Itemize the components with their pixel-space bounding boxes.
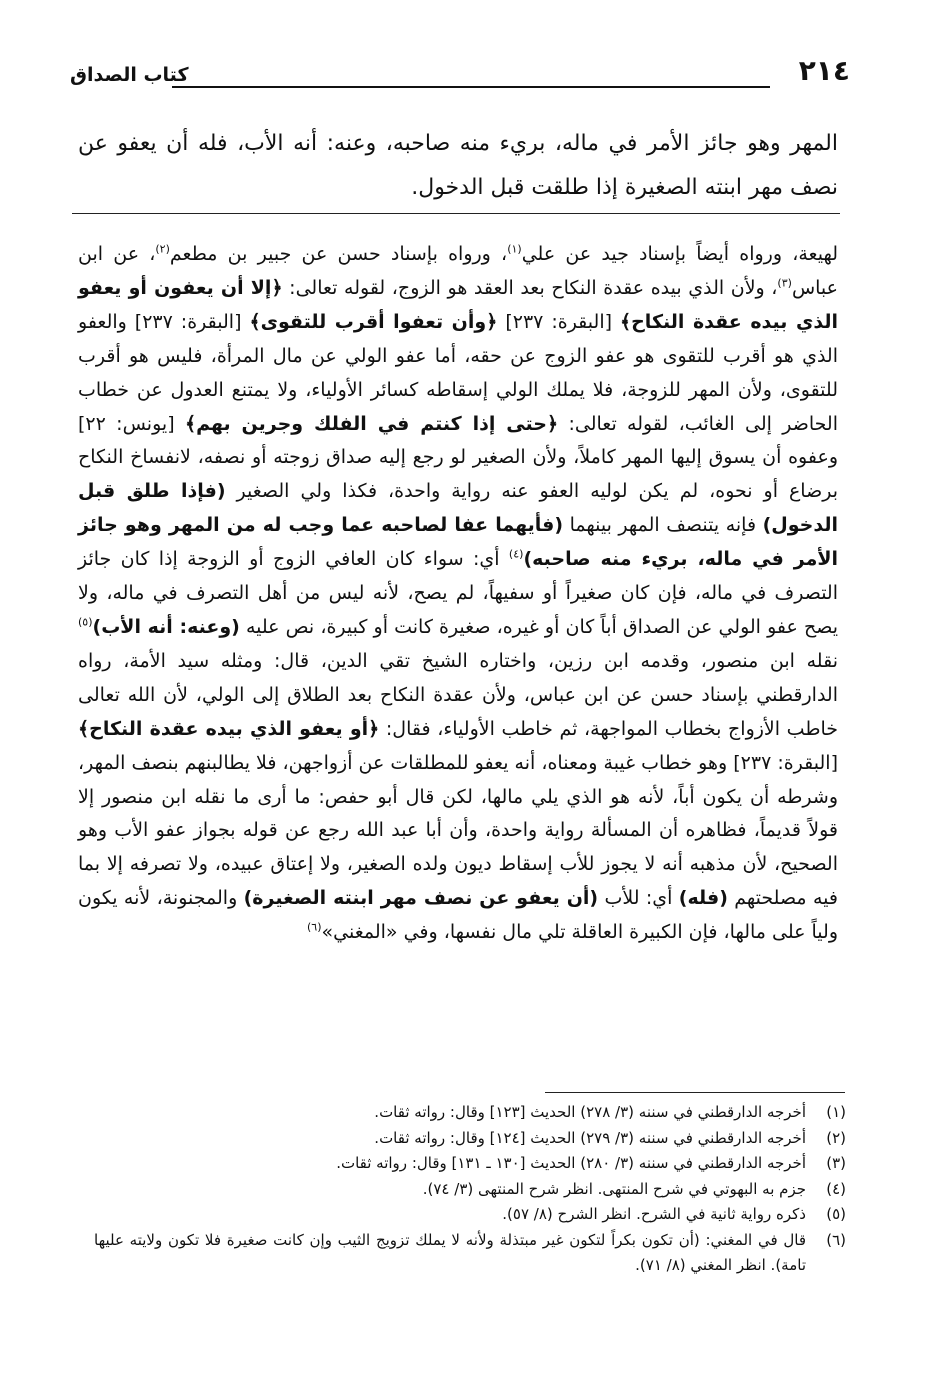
bold-quote: ﴿أو يعفو الذي بيده عقدة النكاح﴾	[78, 717, 380, 740]
matn-paragraph: المهر وهو جائز الأمر في ماله، بريء منه صاحبه، وعنه: أنه الأب، فله أن يعفو عن نصف مهر ابنته الصغيرة إذا طلقت قبل الدخول.	[78, 131, 838, 200]
header-rule	[172, 86, 770, 88]
sharh-run: [البقرة: ٢٣٧] والعفو الذي هو أقرب للتقوى هو عفو الزوج عن حقه، أما عفو الولي عن مال المرأة، فليس هو أقرب للتقوى، ولأن المهر للزوجة، فلا يملك الولي إسقاطه كسائر الأولياء، ولا يمتنع العدول عن خطاب الحاضر إلى الغائب، لقوله تعالى:	[78, 310, 838, 435]
footnote	[94, 1202, 846, 1228]
footnote-text: أخرجه الدارقطني في سننه (٣/ ٢٨٠) الحديث [١٣٠ ـ ١٣١] وقال: رواته ثقات.	[336, 1154, 806, 1172]
footnote-text: أخرجه الدارقطني في سننه (٣/ ٢٧٩) الحديث [١٢٤] وقال: رواته ثقات.	[374, 1128, 806, 1147]
footnote-ref: (٤)	[508, 547, 524, 561]
sharh-run: أي: للأب	[598, 887, 679, 910]
sharh-run: ، ولأن الذي بيده عقدة النكاح بعد العقد هو الزوج، لقوله تعالى:	[282, 276, 778, 299]
matn-divider	[72, 213, 840, 214]
sharh-run: ، عن ابن عباس	[78, 243, 838, 299]
sharh-run: فإنه يتنصف المهر بينهما	[563, 514, 763, 537]
footnote-ref: (٥)	[78, 615, 93, 629]
footnote-text: قال في المغني: (أن تكون بكراً لتكون غير مبتذلة ولأنه لا يملك تزويج الثيب وإن كانت صغيرة فلا تكون ولايته عليها تامة). انظر المغني (٨/ ٧١).	[94, 1230, 806, 1274]
footnote	[94, 1177, 846, 1203]
footnote-text: أخرجه الدارقطني في سننه (٣/ ٢٧٨) الحديث [١٢٣] وقال: رواته ثقات.	[374, 1103, 806, 1121]
footnote	[94, 1126, 846, 1152]
footnote-text: جزم به البهوتي في شرح المنتهى. انظر شرح المنتهى (٣/ ٧٤).	[422, 1179, 806, 1198]
sharh-run: [يونس: ٢٢] وعفوه أن يسوق إليها المهر كاملاً، ولأن الصغير لو رجع إليه صداق زوجته أو نصفه، لانفساخ النكاح برضاع أو نحوه، لم يكن لوليه العفو عنه رواية واحدة، فكذا ولي الصغير	[78, 412, 838, 503]
running-header	[70, 54, 850, 96]
footnote	[94, 1100, 846, 1126]
sharh-run: [البقرة: ٢٣٧] وهو خطاب غيبة ومعناه، أنه يعفو للمطلقات عن أزواجهن، فلا يطالبنهم بنصف المهر، وشرطه أن يكون أباً، لأنه هو الذي يلي مالها، لكن قال أبو حفص: ما أرى ما نقله ابن منصور إلا قولاً قديماً، فظاهره أن المسألة رواية واحدة، وأن أبا عبد الله رجع عن قوله بجواز عفو الأب وهو الصحيح، لأن مذهبه أنه لا يجوز للأب إسقاط ديون ولده الصغير، ولا إعتاق عبيده، ولا تصرفه إلا بما فيه مصلحتهم	[77, 751, 838, 910]
bold-quote: ﴿إلا أن يعفون أو يعفو الذي بيده عقدة النكاح﴾	[78, 276, 838, 333]
sharh-paragraph	[78, 238, 838, 950]
footnote-ref: (٢)	[155, 242, 170, 256]
footnote-number: (٦)	[826, 1230, 846, 1249]
sharh-run: [البقرة: ٢٣٧]	[497, 310, 620, 333]
footnote-divider	[545, 1092, 845, 1093]
footnote-text: ذكره رواية ثانية في الشرح. انظر الشرح (٨/ ٥٧).	[502, 1205, 806, 1223]
bold-quote: (فأيهما عفا لصاحبه عما وجب له من المهر وهو جائز الأمر في ماله، بريء منه صاحبه)	[78, 514, 838, 571]
bold-quote: (أن يعفو عن نصف مهر ابنته الصغيرة)	[243, 887, 599, 910]
footnote	[94, 1151, 846, 1177]
bold-quote: ﴿حتى إذا كنتم في الفلك وجرين بهم﴾	[184, 412, 559, 435]
footnote	[94, 1228, 846, 1279]
sharh-run: والمجنونة، لأنه يكون ولياً على مالها، فإن الكبيرة العاقلة تلي مال نفسها، وفي «المغني»	[78, 887, 838, 944]
footnote-ref: (١)	[507, 242, 522, 256]
footnote-number: (٣)	[826, 1154, 846, 1172]
footnote-number: (١)	[826, 1103, 846, 1121]
footnote-number: (٥)	[826, 1205, 846, 1223]
footnotes	[94, 1100, 846, 1279]
matn-text	[78, 122, 838, 210]
sharh-run: نقله ابن منصور، وقدمه ابن رزين، واختاره الشيخ تقي الدين، قال: ومثله سيد الأمة، رواه الدارقطني بإسناد حسن عن ابن عباس، ولأن عقدة النكاح بعد الطلاق إلى الولي، لأن الله تعالى خاطب الأزواج بخطاب المواجهة، ثم خاطب الأولياء، فقال:	[78, 649, 838, 740]
bold-quote: (فإذا طلق قبل الدخول)	[78, 480, 838, 537]
footnote-number: (٢)	[826, 1128, 846, 1147]
sharh-run: أي: سواء كان العافي الزوج أو الزوجة إذا كان جائز التصرف في ماله، فإن كان صغيراً أو سفيهاً، لم يصح، لأنه ليس من أهل التصرف في ماله، ولا يصح عفو الولي عن الصداق أباً كان أو غيره، صغيرة كانت أو كبيرة، نص عليه	[78, 548, 838, 638]
sharh-text	[78, 238, 838, 950]
footnote-ref: (٣)	[777, 276, 792, 290]
sharh-run: لهيعة، ورواه أيضاً بإسناد جيد عن علي	[521, 243, 838, 265]
book-title: كتاب الصداق	[70, 64, 189, 86]
footnote-ref: (٦)	[306, 920, 322, 934]
bold-quote: (فله)	[678, 887, 728, 910]
bold-quote: (وعنه: أنه الأب)	[92, 615, 240, 638]
bold-quote: ﴿وأن تعفوا أقرب للتقوى﴾	[249, 310, 498, 333]
page-number: ٢١٤	[798, 54, 850, 87]
footnote-number: (٤)	[826, 1179, 846, 1198]
sharh-run: ، ورواه بإسناد حسن عن جبير بن مطعم	[169, 243, 508, 265]
